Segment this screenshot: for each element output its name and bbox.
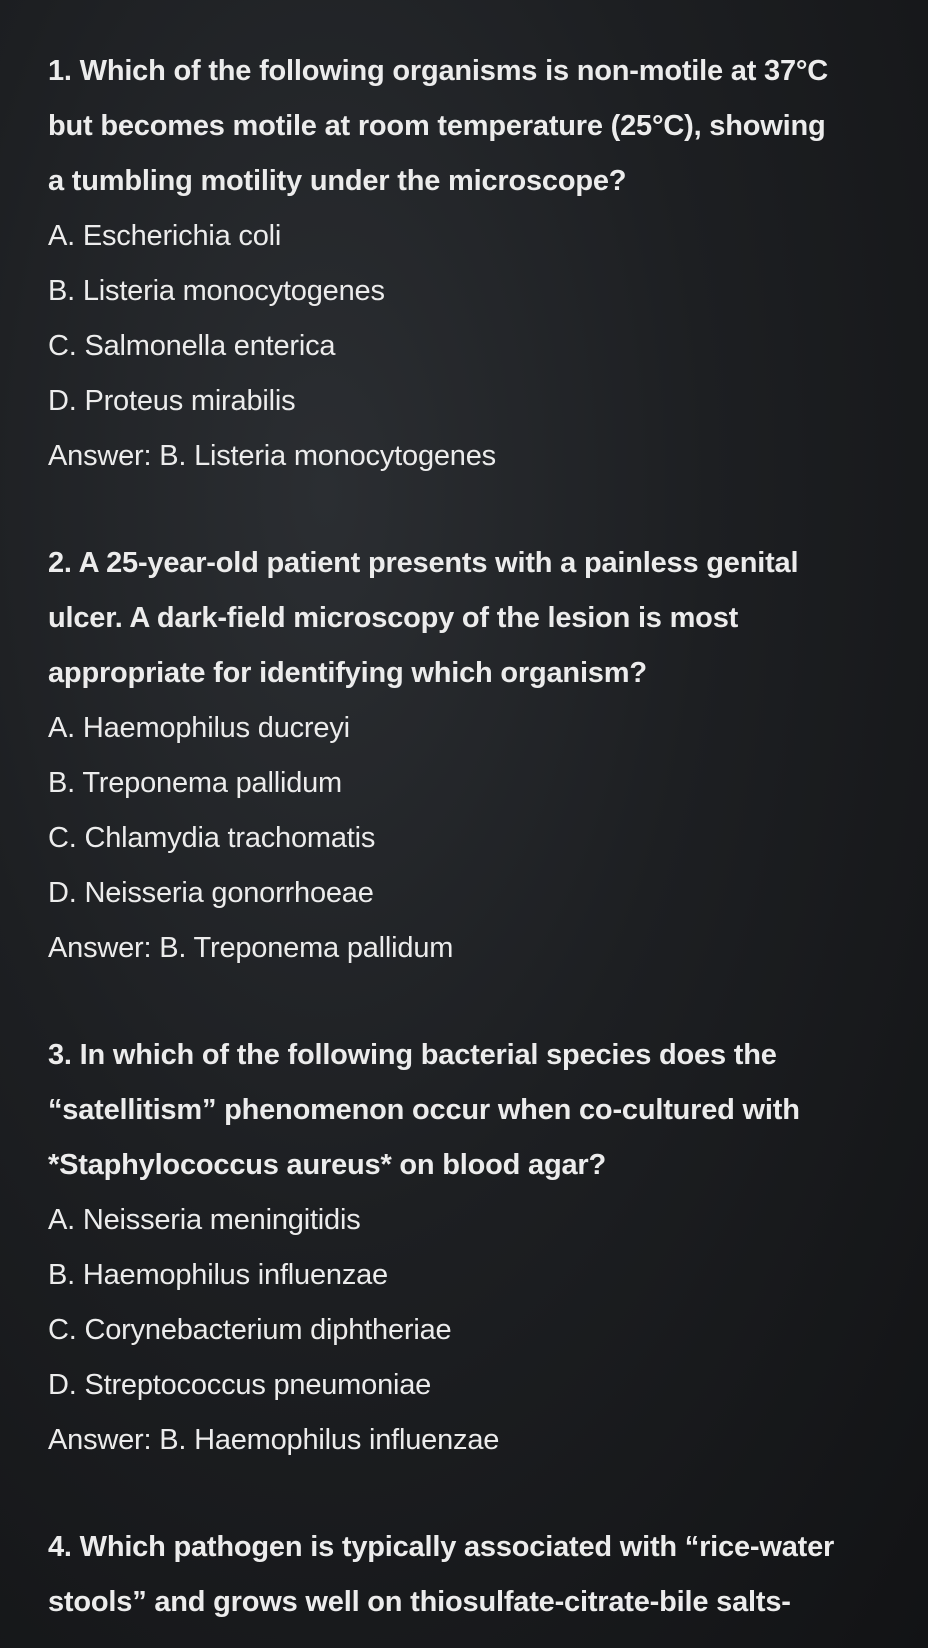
option-label: C. Corynebacterium diphtheriae	[48, 1314, 452, 1346]
question-line: but becomes motile at room temperature (25°C), showing	[48, 110, 826, 142]
answer-text: Answer: B. Listeria monocytogenes	[48, 440, 496, 472]
question-line: 1. Which of the following organisms is non-motile at 37°C	[48, 55, 829, 87]
option-d	[48, 866, 868, 921]
option-label: D. Streptococcus pneumoniae	[48, 1369, 432, 1401]
answer	[48, 429, 868, 484]
option-a	[48, 1193, 868, 1248]
question-1	[48, 44, 868, 484]
question-line: appropriate for identifying which organism?	[48, 657, 647, 689]
option-a	[48, 209, 868, 264]
spacer	[48, 976, 868, 1028]
question-line: 2. A 25-year-old patient presents with a painless genital	[48, 547, 799, 579]
question-2-text	[48, 536, 868, 701]
answer-text: Answer: B. Treponema pallidum	[48, 932, 454, 964]
question-line: a tumbling motility under the microscope?	[48, 165, 627, 197]
option-label: A. Neisseria meningitidis	[48, 1204, 361, 1236]
option-b	[48, 756, 868, 811]
option-d	[48, 374, 868, 429]
option-a	[48, 701, 868, 756]
option-label: C. Salmonella enterica	[48, 330, 336, 362]
question-line: ulcer. A dark-field microscopy of the lesion is most	[48, 602, 739, 634]
option-label: C. Chlamydia trachomatis	[48, 822, 376, 854]
question-line: *Staphylococcus aureus* on blood agar?	[48, 1149, 607, 1181]
option-b	[48, 264, 868, 319]
answer	[48, 921, 868, 976]
option-label: A. Haemophilus ducreyi	[48, 712, 350, 744]
question-4-text	[48, 1520, 868, 1630]
option-label: B. Treponema pallidum	[48, 767, 343, 799]
answer-text: Answer: B. Haemophilus influenzae	[48, 1424, 500, 1456]
option-label: D. Proteus mirabilis	[48, 385, 296, 417]
option-c	[48, 811, 868, 866]
question-2	[48, 536, 868, 976]
question-line: stools” and grows well on thiosulfate-citrate-bile salts-	[48, 1586, 791, 1618]
question-3	[48, 1028, 868, 1468]
question-4	[48, 1520, 868, 1630]
answer	[48, 1413, 868, 1468]
question-1-text	[48, 44, 868, 209]
option-d	[48, 1358, 868, 1413]
spacer	[48, 484, 868, 536]
question-3-text	[48, 1028, 868, 1193]
option-c	[48, 1303, 868, 1358]
question-line: 4. Which pathogen is typically associated with “rice-water	[48, 1531, 835, 1563]
option-label: B. Haemophilus influenzae	[48, 1259, 388, 1291]
option-label: D. Neisseria gonorrhoeae	[48, 877, 374, 909]
question-line: “satellitism” phenomenon occur when co-cultured with	[48, 1094, 800, 1126]
option-label: A. Escherichia coli	[48, 220, 282, 252]
option-c	[48, 319, 868, 374]
option-b	[48, 1248, 868, 1303]
spacer	[48, 1468, 868, 1520]
option-label: B. Listeria monocytogenes	[48, 275, 385, 307]
question-line: 3. In which of the following bacterial species does the	[48, 1039, 777, 1071]
